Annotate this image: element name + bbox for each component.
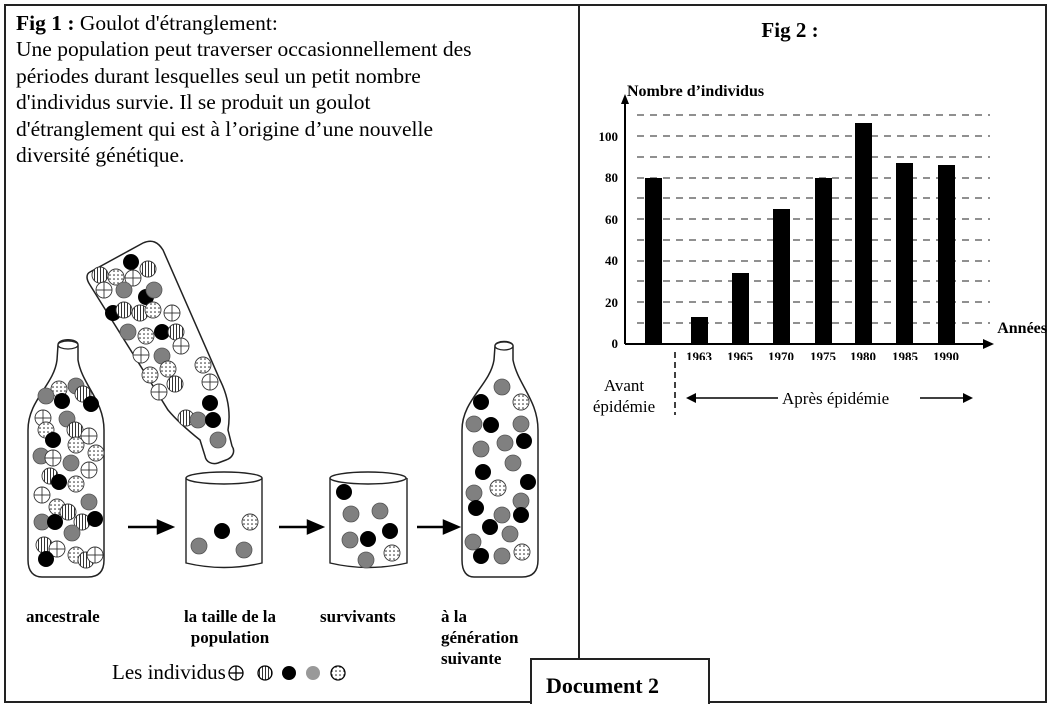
next-generation-bottle bbox=[462, 342, 538, 578]
x-tick: 1985 bbox=[892, 349, 918, 360]
fig2-title: Fig 2 : bbox=[761, 18, 819, 42]
x-axis-label: Années bbox=[997, 320, 1047, 337]
fig1-line: périodes durant lesquelles seul un petit nombre bbox=[16, 63, 421, 88]
stage-label-survivors: survivants bbox=[320, 607, 396, 626]
fig1-line: diversité génétique. bbox=[16, 143, 185, 168]
x-tick: 1965 bbox=[727, 349, 753, 360]
y-tick: 60 bbox=[605, 212, 618, 227]
legend-label: Les individus bbox=[112, 660, 226, 684]
y-tick: 40 bbox=[605, 253, 618, 268]
pouring-bottle bbox=[87, 241, 234, 463]
fig1-line: Une population peut traverser occasionnellement des bbox=[16, 37, 472, 62]
x-tick: 1980 bbox=[850, 349, 876, 360]
y-tick: 80 bbox=[605, 170, 618, 185]
legend bbox=[112, 660, 226, 685]
fig1-title: Goulot d'étranglement: bbox=[74, 11, 278, 35]
ancestral-bottle bbox=[28, 340, 104, 577]
fig1-title-bold: Fig 1 : bbox=[16, 11, 75, 35]
stage-label-ancestral: ancestrale bbox=[26, 607, 100, 626]
bottleneck-cup bbox=[186, 472, 262, 568]
x-tick: 1963 bbox=[686, 349, 712, 360]
y-tick: 20 bbox=[605, 295, 618, 310]
fig1-line: d'étranglement qui est à l’origine d’une nouvelle bbox=[16, 116, 434, 141]
y-tick: 0 bbox=[611, 336, 618, 351]
x-tick: 1970 bbox=[768, 349, 794, 360]
flow-arrows bbox=[128, 521, 458, 533]
document-label: Document 2 bbox=[530, 658, 710, 704]
bar-chart bbox=[621, 94, 994, 415]
survivors-cup bbox=[330, 472, 407, 568]
avant-epidemie-label: Avant épidémie bbox=[592, 376, 656, 416]
apres-epidemie-label: Après épidémie bbox=[778, 389, 893, 409]
stage-label-population-size: la taille de la population bbox=[183, 607, 277, 647]
legend-symbols bbox=[229, 666, 345, 680]
x-tick: 1990 bbox=[933, 349, 959, 360]
y-tick: 100 bbox=[598, 129, 618, 144]
y-axis-label: Nombre d’individus bbox=[627, 83, 765, 96]
x-tick: 1975 bbox=[810, 349, 836, 360]
stage-label-next-generation: à la génération suivante bbox=[441, 607, 519, 668]
fig1-line: d'individus survie. Il se produit un goulot bbox=[16, 90, 371, 115]
